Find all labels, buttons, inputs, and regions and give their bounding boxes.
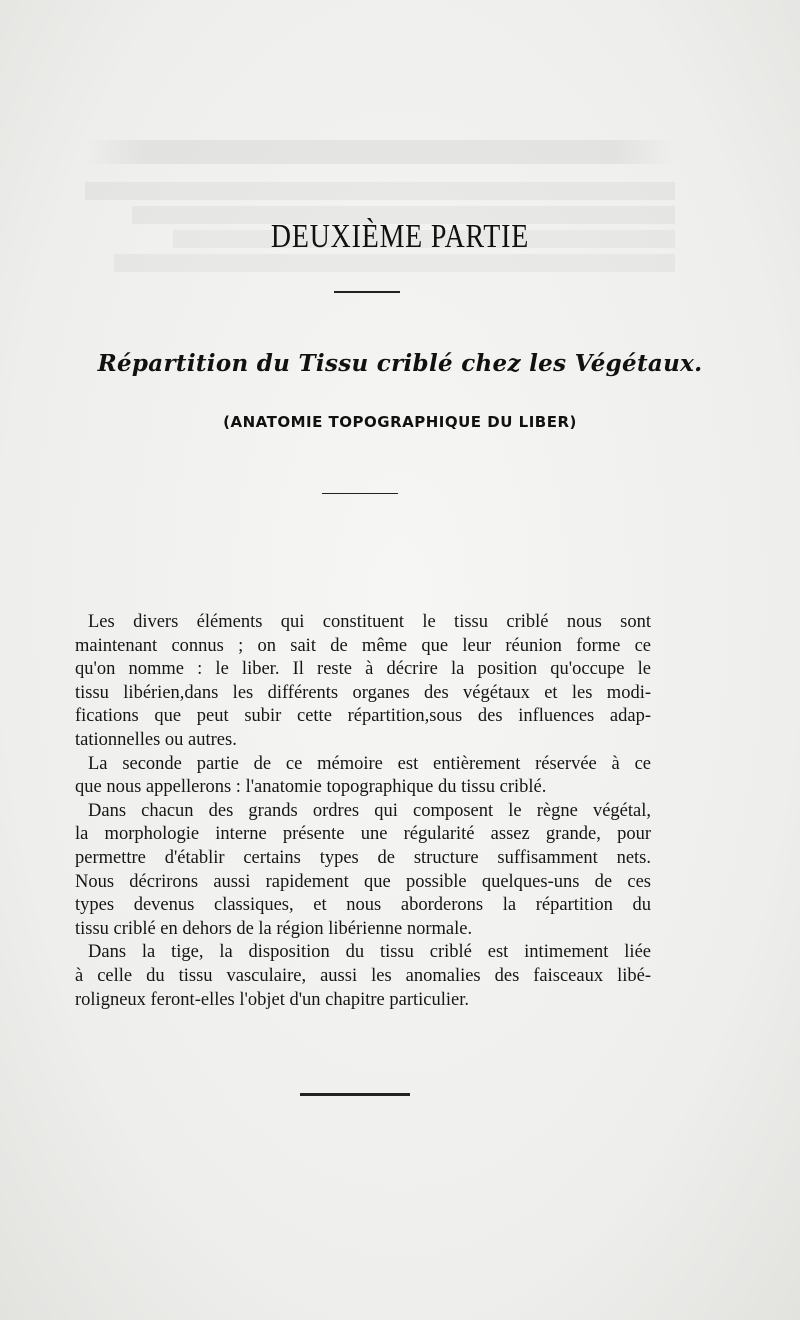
text-line: tationnelles ou autres. xyxy=(75,729,237,750)
text-line: Les divers éléments qui constituent le tissu criblé nous sont xyxy=(88,612,651,632)
text-line: permettre d'établir certains types de structure suffisamment nets. xyxy=(75,847,651,868)
text-line: qu'on nomme : le liber. Il reste à décrire la position qu'occupe le xyxy=(75,659,651,680)
part-title: DEUXIÈME PARTIE xyxy=(270,218,530,255)
text-line: à celle du tissu vasculaire, aussi les anomalies des faisceaux libé- xyxy=(75,965,651,986)
text-line: maintenant connus ; on sait de même que leur réunion forme ce xyxy=(75,635,651,656)
text-line: tissu criblé en dehors de la région libérienne normale. xyxy=(75,918,473,939)
text-line: roligneux feront-elles l'objet d'un chapitre particulier. xyxy=(75,989,470,1010)
paragraph xyxy=(75,753,651,800)
section-divider xyxy=(322,493,398,494)
text-line: Nous décrirons aussi rapidement que possible quelques-uns de ces xyxy=(75,871,651,892)
text-line: la morphologie interne présente une régularité assez grande, pour xyxy=(75,824,651,845)
text-line: que nous appellerons : l'anatomie topographique du tissu criblé. xyxy=(75,777,547,798)
text-line: fications que peut subir cette répartition,sous des influences adap- xyxy=(75,706,651,727)
chapter-subtitle: Répartition du Tissu criblé chez les Végétaux. xyxy=(97,350,703,377)
body-text xyxy=(75,611,651,1012)
paragraph xyxy=(75,800,651,942)
paragraph xyxy=(75,611,651,753)
text-line: tissu libérien,dans les différents organes des végétaux et les modi- xyxy=(75,682,651,703)
text-line: La seconde partie de ce mémoire est entièrement réservée à ce xyxy=(88,753,651,774)
paragraph xyxy=(75,941,651,1012)
text-line: Dans la tige, la disposition du tissu criblé est intimement liée xyxy=(88,942,651,963)
text-line: types devenus classiques, et nous aborderons la répartition du xyxy=(75,895,651,916)
closing-divider xyxy=(300,1093,410,1096)
title-divider xyxy=(334,291,400,293)
section-label: (ANATOMIE TOPOGRAPHIQUE DU LIBER) xyxy=(223,413,577,431)
text-line: Dans chacun des grands ordres qui composent le règne végétal, xyxy=(88,800,651,821)
